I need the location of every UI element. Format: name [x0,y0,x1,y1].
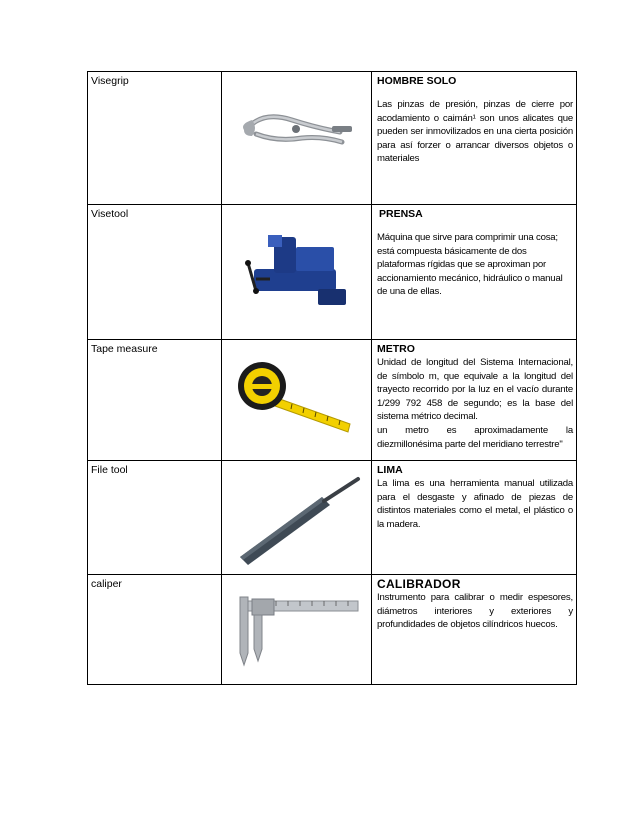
tool-description-cell [372,205,577,340]
tools-table [87,71,577,685]
tool-title: PRENSA [379,208,423,220]
tool-description: Unidad de longitud del Sistema Internacional, de símbolo m, que equivale a la longitud del trayecto recorrido por la luz en el vacío durante 1/299 792 458 de segundo; es la base del sistema métrico decimal. [377,357,573,423]
tool-image-cell [222,72,372,205]
tool-image-cell [222,575,372,685]
tool-title: METRO [377,343,415,355]
tool-description: Instrumento para calibrar o medir espesores, diámetros interiores y exteriores y profundidades de objetos cilíndricos huecos. [377,592,573,631]
tool-description: La lima es una herramienta manual utilizada para el desgaste y afinado de piezas de distintos materiales como el metal, el plástico o la madera. [377,478,573,530]
locking-pliers-icon [222,72,371,205]
tool-description-extra: un metro es aproximadamente la diezmillonésima parte del meridiano terrestre" [377,424,573,450]
table-row [88,205,577,340]
tool-name: Tape measure [88,340,222,461]
tool-description-cell [372,340,577,461]
tool-description-cell [372,575,577,685]
tape-measure-icon [222,340,371,461]
tool-title: LIMA [377,464,403,476]
tool-name: Visetool [88,205,222,340]
tool-image-cell [222,340,372,461]
tool-description: Las pinzas de presión, pinzas de cierre por acodamiento o caimán¹ son unos alicates que pueden ser inmovilizados en una cierta posición para así forzer o arrancar diversos objetos o materiales [377,99,573,165]
tool-image-cell [222,461,372,575]
tool-name: File tool [88,461,222,575]
tool-description-cell [372,461,577,575]
tool-description-cell [372,72,577,205]
tool-title: CALIBRADOR [377,577,461,591]
caliper-icon [222,575,371,685]
tool-image-cell [222,205,372,340]
table-row [88,340,577,461]
file-tool-icon [222,461,371,575]
tool-name: caliper [88,575,222,685]
table-row [88,461,577,575]
tool-title: HOMBRE SOLO [377,75,457,87]
bench-vise-icon [222,205,371,340]
tool-name: Visegrip [88,72,222,205]
table-row [88,575,577,685]
table-row [88,72,577,205]
tool-description: Máquina que sirve para comprimir una cosa; está compuesta básicamente de dos plataformas rígidas que se aproximan por accionamiento mecánico, hidráulico o manual de una de ellas. [377,232,563,298]
